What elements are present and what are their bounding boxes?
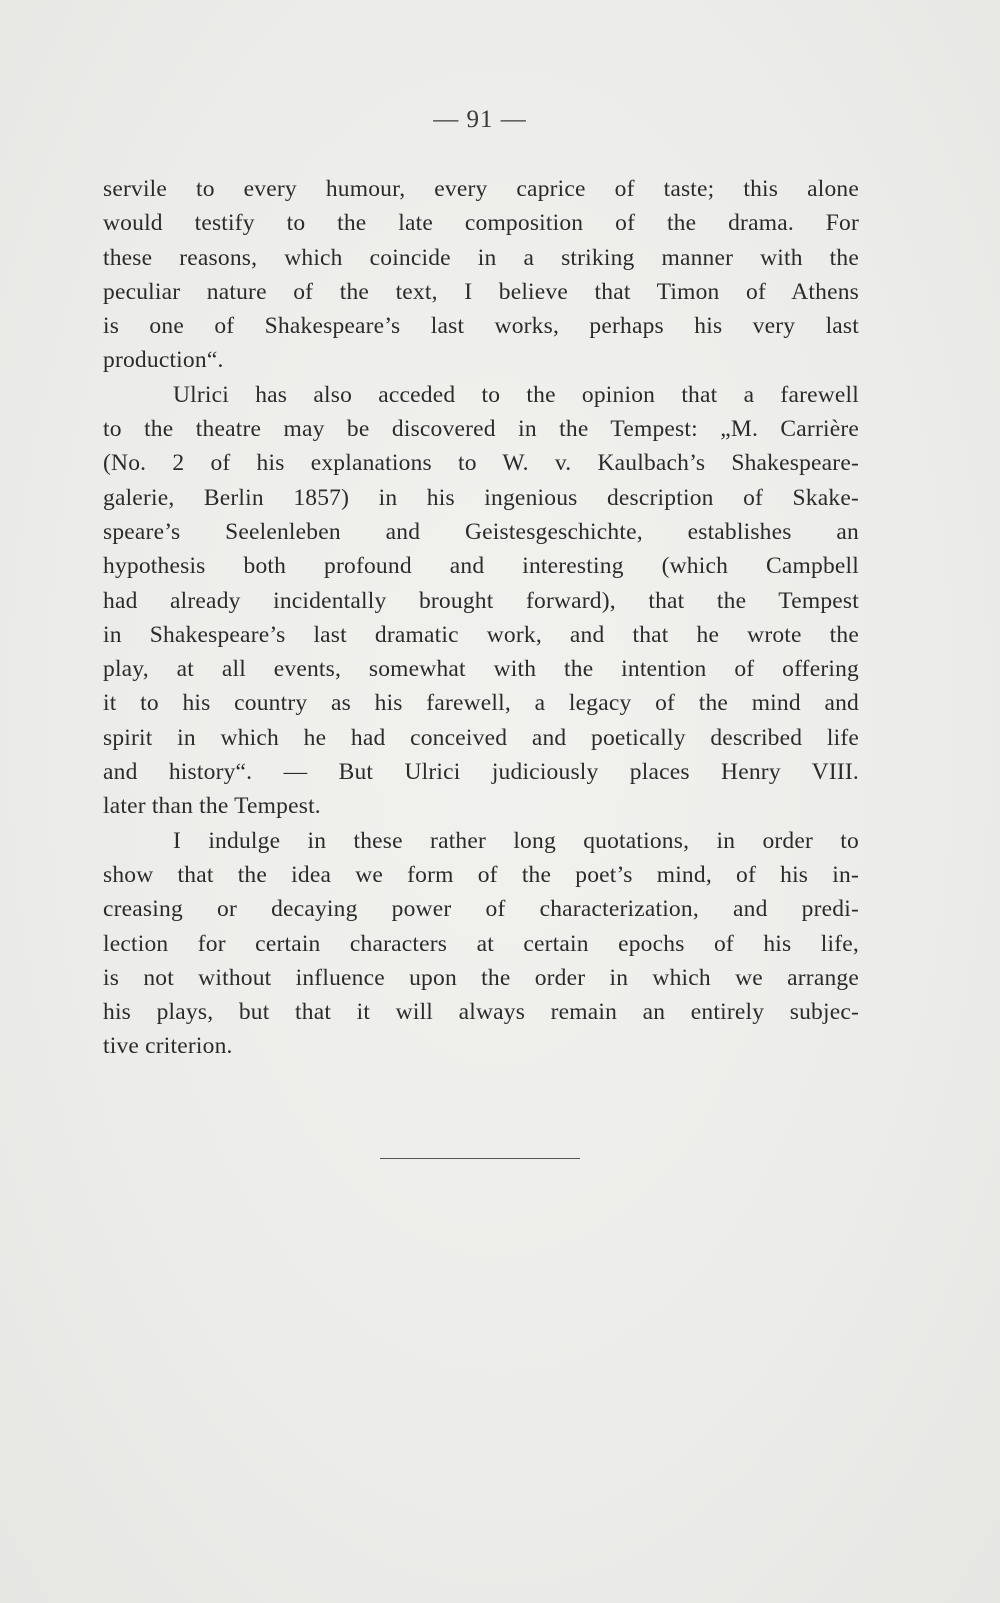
text-line: hypothesis both profound and interesting (which Campbell	[103, 553, 859, 580]
text-line: (No. 2 of his explanations to W. v. Kaulbach’s Shakespeare-	[103, 450, 859, 477]
page-number: — 91 —	[433, 106, 527, 133]
text-line: it to his country as his farewell, a legacy of the mind and	[103, 690, 859, 717]
text-line: creasing or decaying power of characterization, and predi-	[103, 896, 859, 923]
paragraph-start-line: Ulrici has also acceded to the opinion that a farewell	[173, 381, 859, 408]
text-line: later than the Tempest.	[103, 793, 321, 820]
body-text	[103, 172, 859, 1064]
text-line: play, at all events, somewhat with the intention of offering	[103, 656, 859, 683]
text-line: these reasons, which coincide in a striking manner with the	[103, 244, 859, 271]
text-line: show that the idea we form of the poet’s mind, of his in-	[103, 861, 859, 888]
text-line: to the theatre may be discovered in the Tempest: „M. Carrière	[103, 416, 859, 443]
text-line: his plays, but that it will always remain an entirely subjec-	[103, 999, 859, 1026]
text-line: production“.	[103, 347, 224, 374]
text-line: servile to every humour, every caprice of taste; this alone	[103, 176, 859, 202]
text-line: would testify to the late composition of the drama. For	[103, 210, 859, 237]
text-line: spirit in which he had conceived and poetically described life	[103, 724, 859, 751]
text-line: peculiar nature of the text, I believe that Timon of Athens	[103, 278, 859, 305]
text-line: tive criterion.	[103, 1033, 233, 1060]
text-line: and history“. — But Ulrici judiciously places Henry VIII.	[103, 759, 859, 786]
text-line: speare’s Seelenleben and Geistesgeschichte, establishes an	[103, 518, 859, 545]
text-line: galerie, Berlin 1857) in his ingenious description of Skake-	[103, 484, 859, 511]
text-line: had already incidentally brought forward), that the Tempest	[103, 587, 859, 614]
paragraph-start-line: I indulge in these rather long quotations, in order to	[173, 827, 859, 854]
text-line: is one of Shakespeare’s last works, perhaps his very last	[103, 313, 859, 340]
text-line: in Shakespeare’s last dramatic work, and that he wrote the	[103, 621, 859, 648]
text-line: lection for certain characters at certain epochs of his life,	[103, 930, 859, 957]
text-line: is not without influence upon the order in which we arrange	[103, 964, 859, 991]
section-end-rule	[380, 1158, 580, 1159]
